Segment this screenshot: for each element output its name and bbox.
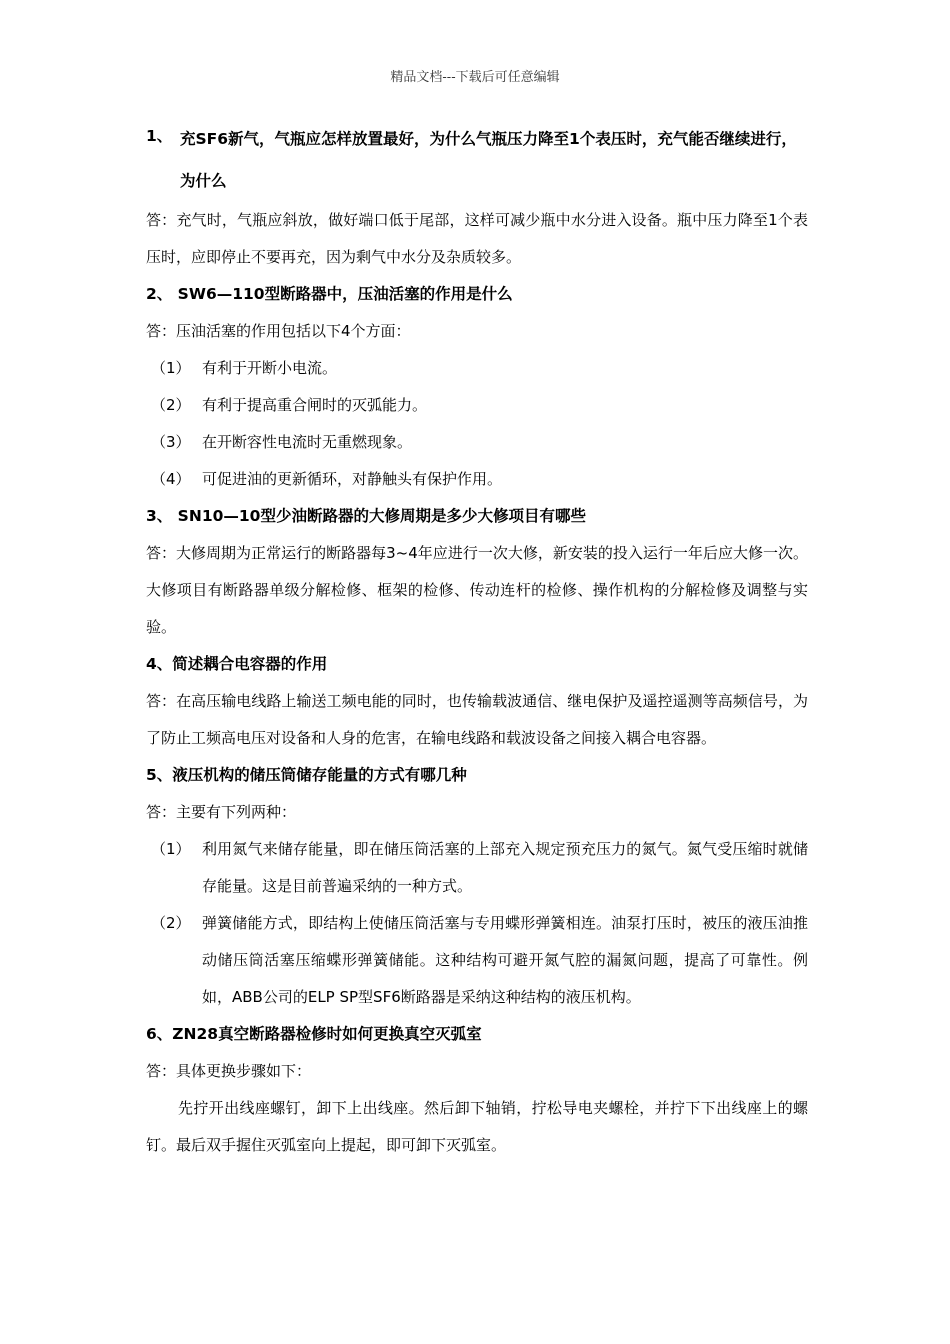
list-item <box>146 905 808 1016</box>
question-text: 充SF6新气，气瓶应怎样放置最好，为什么气瓶压力降至1个表压时，充气能否继续进行，为什么 <box>180 130 797 190</box>
list-item-text: 可促进油的更新循环，对静触头有保护作用。 <box>202 470 503 488</box>
list-item-number: （2） <box>151 396 191 414</box>
document-body <box>146 118 808 1164</box>
list-item-number: （2） <box>151 914 191 932</box>
list-item-text: 有利于提高重合闸时的灭弧能力。 <box>202 396 428 414</box>
list-item-number: （1） <box>151 840 191 858</box>
answer-3: 答：大修周期为正常运行的断路器每3~4年应进行一次大修，新安装的投入运行一年后应大修一次。大修项目有断路器单级分解检修、框架的检修、传动连杆的检修、操作机构的分解检修及调整与实验。 <box>146 544 808 636</box>
list-item-text: 利用氮气来储存能量，即在储压筒活塞的上部充入规定预充压力的氮气。氮气受压缩时就储存能量。这是目前普遍采纳的一种方式。 <box>202 840 808 895</box>
answer-6: 答：具体更换步骤如下： <box>146 1062 312 1080</box>
answer-6-body: 先拧开出线座螺钉，卸下上出线座。然后卸下轴销，拧松导电夹螺栓，并拧下下出线座上的螺钉。最后双手握住灭弧室向上提起，即可卸下灭弧室。 <box>146 1099 808 1154</box>
answer-4: 答：在高压输电线路上输送工频电能的同时，也传输载波通信、继电保护及遥控遥测等高频信号，为了防止工频高电压对设备和人身的危害，在输电线路和载波设备之间接入耦合电容器。 <box>146 692 808 747</box>
list-item <box>146 461 808 498</box>
question-number: 1、 <box>146 127 173 145</box>
list-item <box>146 831 808 905</box>
question-1 <box>146 118 808 202</box>
question-4: 4、简述耦合电容器的作用 <box>146 655 328 673</box>
list-item-text: 在开断容性电流时无重燃现象。 <box>202 433 413 451</box>
list-item <box>146 424 808 461</box>
question-5: 5、液压机构的储压筒储存能量的方式有哪几种 <box>146 766 467 784</box>
list-item-number: （4） <box>151 470 191 488</box>
question-6: 6、ZN28真空断路器检修时如何更换真空灭弧室 <box>146 1025 482 1043</box>
list-item-text: 有利于开断小电流。 <box>202 359 338 377</box>
page-header: 精品文档---下载后可任意编辑 <box>390 70 560 85</box>
question-3: 3、 SN10—10型少油断路器的大修周期是多少大修项目有哪些 <box>146 507 586 525</box>
list-item <box>146 387 808 424</box>
answer-1: 答：充气时，气瓶应斜放，做好端口低于尾部，这样可减少瓶中水分进入设备。瓶中压力降至1个表压时，应即停止不要再充，因为剩气中水分及杂质较多。 <box>146 211 808 266</box>
question-2: 2、 SW6—110型断路器中，压油活塞的作用是什么 <box>146 285 513 303</box>
list-item <box>146 350 808 387</box>
answer-5: 答：主要有下列两种： <box>146 803 297 821</box>
answer-2: 答：压油活塞的作用包括以下4个方面： <box>146 322 411 340</box>
list-item-text: 弹簧储能方式，即结构上使储压筒活塞与专用蝶形弹簧相连。油泵打压时，被压的液压油推动储压筒活塞压缩蝶形弹簧储能。这种结构可避开氮气腔的漏氮问题，提高了可靠性。例如，ABB公司的ELP SP型SF6断路器是采纳这种结构的液压机构。 <box>202 914 808 1006</box>
list-item-number: （1） <box>151 359 191 377</box>
list-item-number: （3） <box>151 433 191 451</box>
